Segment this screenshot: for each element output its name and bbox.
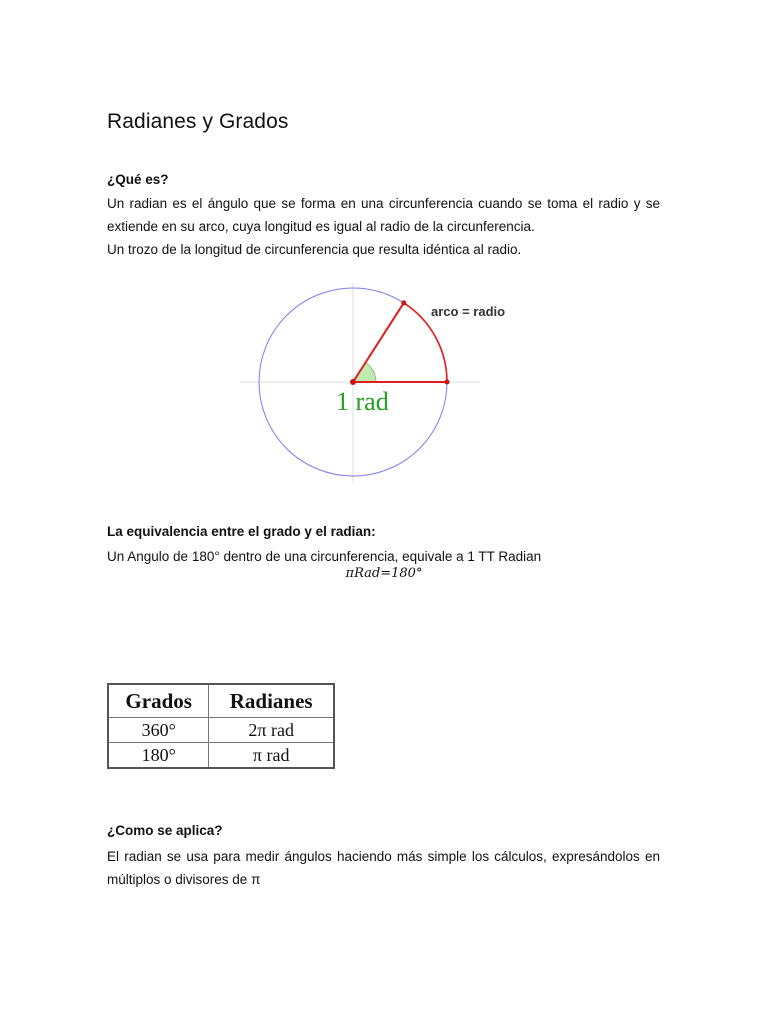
definition-line-3: Un trozo de la longitud de circunferencia que resulta idéntica al radio. <box>107 242 522 257</box>
application-line-2: múltiplos o divisores de π <box>107 872 261 887</box>
table-cell: π rad <box>209 743 334 769</box>
definition-line-2: extiende en su arco, cuya longitud es igual al radio de la circunferencia. <box>107 219 535 234</box>
center-point <box>350 379 356 385</box>
page-title: Radianes y Grados <box>107 110 289 133</box>
section-heading-que-es: ¿Qué es? <box>107 172 169 187</box>
section-heading-como-se-aplica: ¿Como se aplica? <box>107 823 223 838</box>
table-row <box>108 743 334 769</box>
conversion-table <box>107 683 335 769</box>
radian-diagram <box>240 277 530 489</box>
table-header-row <box>108 684 334 718</box>
radius-angled <box>353 303 404 382</box>
equivalence-formula: πRad=180° <box>345 566 423 581</box>
table-header-grados: Grados <box>108 684 209 718</box>
arc-end-point <box>445 380 450 385</box>
table-cell: 180° <box>108 743 209 769</box>
equivalence-paragraph: Un Angulo de 180° dentro de una circunferencia, equivale a 1 TT Radian <box>107 549 542 564</box>
table-row <box>108 718 334 743</box>
arc-start-point <box>401 300 406 305</box>
arc-label: arco = radio <box>431 304 506 319</box>
definition-paragraph <box>107 192 660 261</box>
table-cell: 360° <box>108 718 209 743</box>
section-heading-equivalencia: La equivalencia entre el grado y el radian: <box>107 524 376 539</box>
definition-line-1: Un radian es el ángulo que se forma en una circunferencia cuando se toma el radio y se <box>107 196 660 211</box>
table-cell: 2π rad <box>209 718 334 743</box>
application-line-1: El radian se usa para medir ángulos haciendo más simple los cálculos, expresándolos en <box>107 849 660 864</box>
angle-label: 1 rad <box>336 387 389 416</box>
application-paragraph <box>107 845 660 891</box>
table-header-radianes: Radianes <box>209 684 334 718</box>
